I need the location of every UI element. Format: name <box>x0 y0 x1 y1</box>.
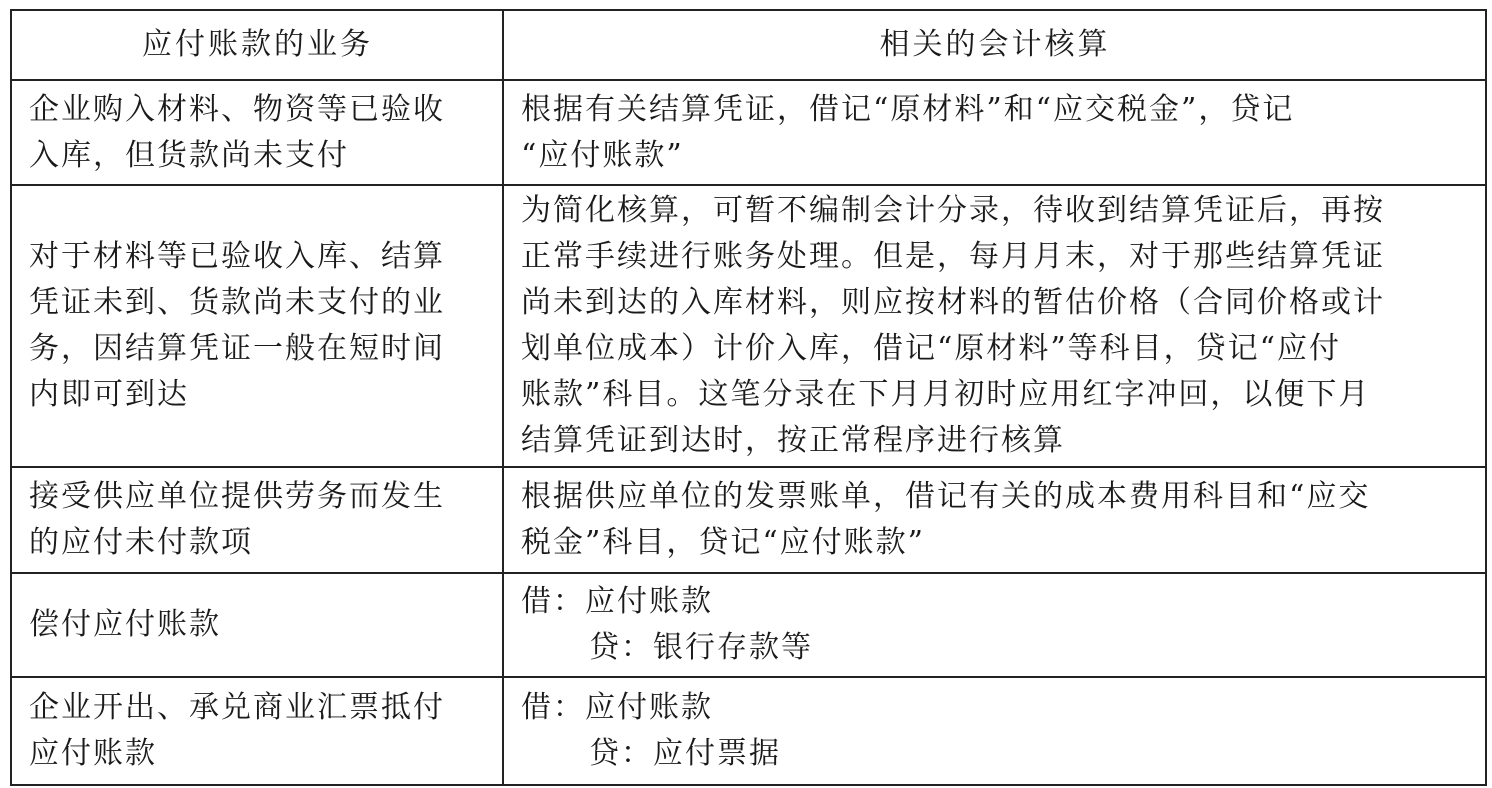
cell-line: 的应付未付款项 <box>29 525 253 560</box>
debit-line: 借：应付账款 <box>521 584 713 619</box>
credit-line: 贷：银行存款等 <box>589 630 813 665</box>
table-row <box>11 677 1486 785</box>
table-row <box>11 185 1486 467</box>
credit-line: 贷：应付票据 <box>589 736 781 771</box>
accounting-cell <box>503 80 1486 185</box>
cell-line: “应付账款” <box>521 137 684 173</box>
cell-line: 务，因结算凭证一般在短时间 <box>29 331 445 366</box>
cell-line: 偿付应付账款 <box>29 607 221 642</box>
debit-line: 借：应付账款 <box>521 690 713 725</box>
table-row <box>11 467 1486 573</box>
cell-line: 为简化核算，可暂不编制会计分录，待收到结算凭证后，再按 <box>521 193 1385 228</box>
cell-line: 根据有关结算凭证，借记“原材料”和“应交税金”，贷记 <box>521 91 1295 127</box>
cell-line: 接受供应单位提供劳务而发生 <box>29 479 445 514</box>
cell-line: 尚未到达的入库材料，则应按材料的暂估价格（合同价格或计 <box>521 285 1385 320</box>
cell-line: 凭证未到、货款尚未支付的业 <box>29 285 445 320</box>
header-business: 应付账款的业务 <box>11 10 503 80</box>
cell-line: 内即可到达 <box>29 377 189 412</box>
table-row <box>11 80 1486 185</box>
accounts-payable-table <box>10 9 1485 786</box>
accounting-cell <box>503 573 1486 677</box>
cell-line: 根据供应单位的发票账单，借记有关的成本费用科目和“应交 <box>521 479 1371 514</box>
accounting-cell <box>503 185 1486 467</box>
business-cell <box>11 467 503 573</box>
business-cell <box>11 80 503 185</box>
table <box>10 9 1487 786</box>
cell-line: 正常手续进行账务处理。但是，每月月末，对于那些结算凭证 <box>521 239 1385 274</box>
header-row <box>11 10 1486 80</box>
cell-line: 对于材料等已验收入库、结算 <box>29 239 445 274</box>
business-cell <box>11 185 503 467</box>
cell-line: 结算凭证到达时，按正常程序进行核算 <box>521 423 1065 458</box>
cell-line: 企业开出、承兑商业汇票抵付 <box>29 690 445 725</box>
business-cell <box>11 573 503 677</box>
accounting-cell <box>503 677 1486 785</box>
cell-line: 税金”科目，贷记“应付账款” <box>521 525 926 560</box>
cell-line: 划单位成本）计价入库，借记“原材料”等科目，贷记“应付 <box>521 331 1342 366</box>
cell-line: 应付账款 <box>29 736 157 771</box>
header-accounting: 相关的会计核算 <box>503 10 1486 80</box>
table-row <box>11 573 1486 677</box>
business-cell <box>11 677 503 785</box>
accounting-cell <box>503 467 1486 573</box>
cell-line: 入库，但货款尚未支付 <box>29 137 349 173</box>
cell-line: 账款”科目。这笔分录在下月月初时应用红字冲回，以便下月 <box>521 377 1371 412</box>
cell-line: 企业购入材料、物资等已验收 <box>29 91 445 127</box>
